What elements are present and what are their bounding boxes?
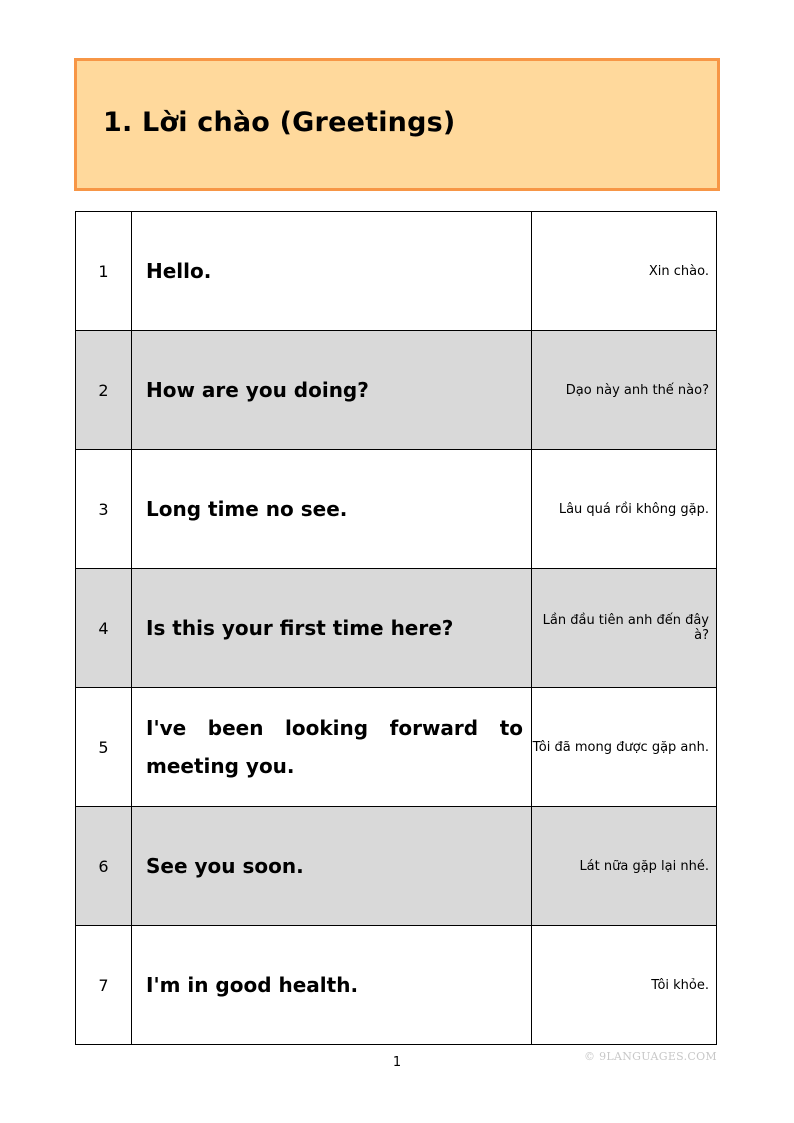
table-row: [76, 807, 717, 926]
row-number: 1: [76, 212, 132, 331]
table-row: [76, 688, 717, 807]
row-number: 2: [76, 331, 132, 450]
english-phrase: I've been looking forward to meeting you.: [132, 688, 532, 807]
table-row: [76, 331, 717, 450]
vietnamese-translation: Xin chào.: [532, 212, 717, 331]
table-row: [76, 926, 717, 1045]
page-number: 1: [392, 1055, 402, 1070]
english-phrase: See you soon.: [132, 807, 532, 926]
table-row: [76, 450, 717, 569]
phrase-table: [75, 211, 717, 1045]
vietnamese-translation: Tôi đã mong được gặp anh.: [532, 688, 717, 807]
row-number: 7: [76, 926, 132, 1045]
vietnamese-translation: Lâu quá rồi không gặp.: [532, 450, 717, 569]
row-number: 3: [76, 450, 132, 569]
english-phrase: How are you doing?: [132, 331, 532, 450]
table-row: [76, 569, 717, 688]
english-phrase: Hello.: [132, 212, 532, 331]
english-phrase: Long time no see.: [132, 450, 532, 569]
vietnamese-translation: Tôi khỏe.: [532, 926, 717, 1045]
row-number: 5: [76, 688, 132, 807]
copyright-watermark: © 9LANGUAGES.COM: [584, 1050, 717, 1063]
vietnamese-translation: Lát nữa gặp lại nhé.: [532, 807, 717, 926]
english-phrase: I'm in good health.: [132, 926, 532, 1045]
row-number: 4: [76, 569, 132, 688]
vietnamese-translation: Lần đầu tiên anh đến đây à?: [532, 569, 717, 688]
row-number: 6: [76, 807, 132, 926]
section-title: 1. Lời chào (Greetings): [103, 107, 456, 138]
english-phrase: Is this your first time here?: [132, 569, 532, 688]
vietnamese-translation: Dạo này anh thế nào?: [532, 331, 717, 450]
section-title-box: [74, 58, 720, 191]
table-row: [76, 212, 717, 331]
